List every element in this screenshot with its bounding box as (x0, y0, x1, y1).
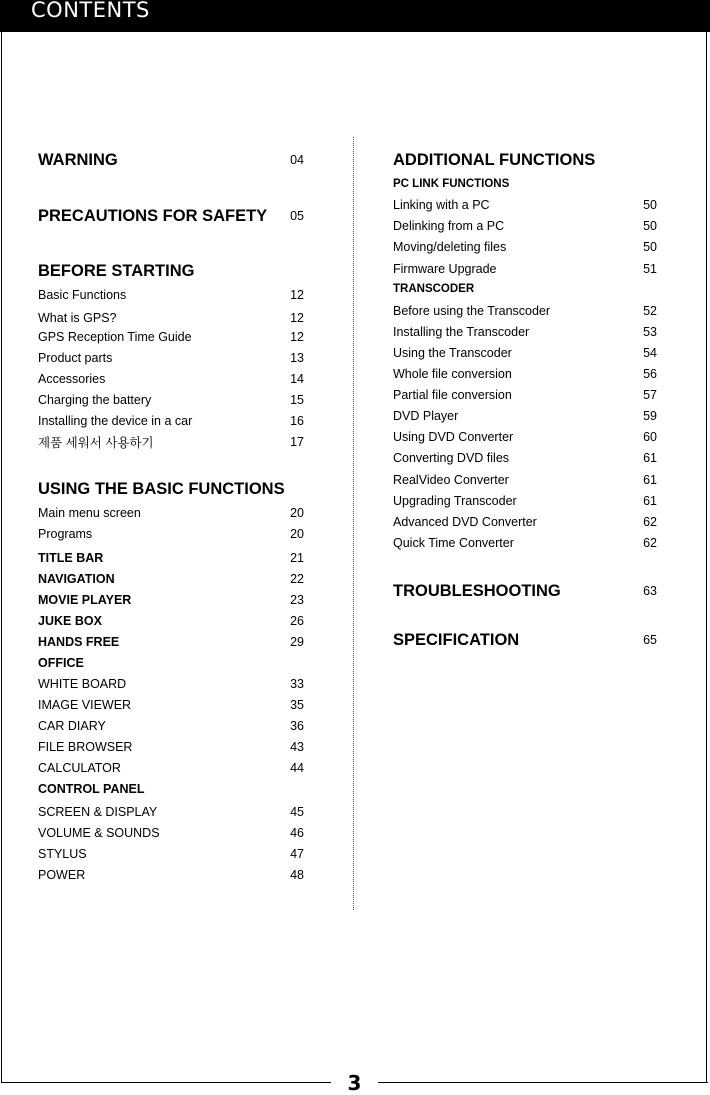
toc-entry-page: 12 (290, 330, 304, 344)
toc-entry[interactable] (393, 406, 657, 426)
toc-entry-page: 53 (643, 325, 657, 339)
toc-entry-page: 13 (290, 351, 304, 365)
toc-entry[interactable] (393, 385, 657, 405)
toc-entry[interactable] (393, 237, 657, 257)
toc-entry-page: 21 (290, 551, 304, 565)
toc-entry-page: 54 (643, 346, 657, 360)
toc-entry[interactable] (38, 411, 304, 431)
toc-entry[interactable] (38, 308, 304, 328)
toc-entry-label: Advanced DVD Converter (393, 515, 537, 529)
toc-entry-page: 20 (290, 506, 304, 520)
toc-entry-label: IMAGE VIEWER (38, 698, 132, 712)
toc-entry-page: 20 (290, 527, 304, 541)
toc-entry-page: 16 (290, 414, 304, 428)
toc-entry[interactable] (393, 259, 657, 279)
toc-entry[interactable] (38, 758, 304, 778)
toc-entry[interactable] (393, 491, 657, 511)
toc-entry-page: 61 (643, 451, 657, 465)
toc-entry-label: RealVideo Converter (393, 473, 509, 487)
toc-entry-label: GPS Reception Time Guide (38, 330, 192, 344)
toc-entry-troubleshooting[interactable] (393, 579, 657, 603)
toc-entry-page: 47 (290, 847, 304, 861)
toc-entry-page: 46 (290, 826, 304, 840)
toc-entry-page: 59 (643, 409, 657, 423)
toc-entry-label: HANDS FREE (38, 635, 120, 649)
toc-entry[interactable] (38, 844, 304, 864)
toc-entry-label: DVD Player (393, 409, 459, 423)
toc-entry[interactable] (38, 569, 304, 589)
toc-entry-page: 04 (290, 153, 304, 167)
toc-entry[interactable] (38, 653, 304, 673)
toc-entry[interactable] (393, 470, 657, 490)
toc-entry-label: Using DVD Converter (393, 430, 514, 444)
toc-entry-label: Installing the Transcoder (393, 325, 530, 339)
toc-entry[interactable] (393, 448, 657, 468)
toc-entry-page: 36 (290, 719, 304, 733)
toc-entry-precautions[interactable] (38, 204, 304, 228)
toc-entry-page: 52 (643, 304, 657, 318)
toc-entry-page: 23 (290, 593, 304, 607)
toc-entry-label: Whole file conversion (393, 367, 512, 381)
toc-entry[interactable] (38, 590, 304, 610)
toc-subsection-pc-link[interactable] (393, 174, 657, 194)
toc-entry-label: PRECAUTIONS FOR SAFETY (38, 206, 268, 225)
toc-subsection-label: TRANSCODER (393, 283, 475, 295)
toc-entry-label: SPECIFICATION (393, 630, 520, 649)
toc-entry-label: TITLE BAR (38, 551, 104, 565)
toc-section-label: BEFORE STARTING (38, 261, 195, 280)
toc-entry[interactable] (38, 348, 304, 368)
toc-entry-label: Delinking from a PC (393, 219, 505, 233)
toc-entry-label: Basic Functions (38, 288, 127, 302)
toc-entry[interactable] (393, 301, 657, 321)
toc-entry-label: Installing the device in a car (38, 414, 193, 428)
toc-entry-page: 57 (643, 388, 657, 402)
toc-section-additional-functions[interactable] (393, 148, 657, 172)
toc-entry-label: NAVIGATION (38, 572, 115, 586)
toc-entry-label: CAR DIARY (38, 719, 106, 733)
toc-entry-page: 35 (290, 698, 304, 712)
toc-entry[interactable] (38, 285, 304, 305)
toc-entry-page: 17 (290, 435, 304, 449)
toc-entry-page: 45 (290, 805, 304, 819)
toc-entry-label: STYLUS (38, 847, 87, 861)
toc-entry-label: FILE BROWSER (38, 740, 133, 754)
toc-entry[interactable] (38, 823, 304, 843)
toc-entry[interactable] (38, 432, 304, 452)
toc-entry[interactable] (38, 779, 304, 799)
toc-section-label: ADDITIONAL FUNCTIONS (393, 150, 596, 169)
toc-entry-page: 26 (290, 614, 304, 628)
toc-section-label: USING THE BASIC FUNCTIONS (38, 479, 285, 498)
toc-entry-label: OFFICE (38, 656, 84, 670)
toc-entry[interactable] (38, 802, 304, 822)
toc-entry[interactable] (38, 737, 304, 757)
toc-entry[interactable] (393, 195, 657, 215)
toc-entry-page: 44 (290, 761, 304, 775)
toc-entry[interactable] (393, 216, 657, 236)
toc-entry[interactable] (393, 343, 657, 363)
toc-entry-label: What is GPS? (38, 311, 117, 325)
toc-entry[interactable] (38, 524, 304, 544)
toc-entry-label: Programs (38, 527, 93, 541)
toc-entry-label: Partial file conversion (393, 388, 512, 402)
toc-entry-label: WARNING (38, 150, 118, 169)
toc-entry-label: 제품 세워서 사용하기 (38, 436, 154, 450)
toc-entry-page: 50 (643, 198, 657, 212)
toc-entry[interactable] (38, 548, 304, 568)
toc-entry-page: 51 (643, 262, 657, 276)
toc-entry[interactable] (38, 611, 304, 631)
toc-entry-page: 62 (643, 515, 657, 529)
toc-entry[interactable] (38, 865, 304, 885)
toc-entry-label: Main menu screen (38, 506, 141, 520)
toc-entry[interactable] (38, 716, 304, 736)
toc-entry-page: 33 (290, 677, 304, 691)
toc-entry-warning[interactable] (38, 148, 304, 172)
toc-entry-page: 22 (290, 572, 304, 586)
toc-entry-label: MOVIE PLAYER (38, 593, 132, 607)
toc-entry-page: 12 (290, 311, 304, 325)
toc-entry-label: Using the Transcoder (393, 346, 512, 360)
page-number: 3 (347, 1071, 362, 1095)
toc-entry-label: Moving/deleting files (393, 240, 507, 254)
toc-entry-label: CALCULATOR (38, 761, 121, 775)
toc-subsection-transcoder[interactable] (393, 279, 657, 299)
toc-entry-page: 14 (290, 372, 304, 386)
column-divider (353, 137, 354, 910)
toc-entry-page: 56 (643, 367, 657, 381)
toc-entry-page: 50 (643, 240, 657, 254)
toc-entry-label: TROUBLESHOOTING (393, 581, 561, 600)
toc-entry[interactable] (38, 369, 304, 389)
toc-entry-specification[interactable] (393, 628, 657, 652)
toc-entry-page: 61 (643, 473, 657, 487)
toc-entry-label: Charging the battery (38, 393, 152, 407)
toc-entry-label: CONTROL PANEL (38, 782, 145, 796)
toc-entry-page: 61 (643, 494, 657, 508)
toc-entry-label: SCREEN & DISPLAY (38, 805, 158, 819)
toc-entry-page: 63 (643, 584, 657, 598)
toc-entry-page: 62 (643, 536, 657, 550)
toc-entry-page: 60 (643, 430, 657, 444)
toc-entry-page: 43 (290, 740, 304, 754)
toc-entry[interactable] (393, 364, 657, 384)
footer-rule-left (1, 1082, 331, 1083)
toc-entry-label: POWER (38, 868, 86, 882)
toc-entry[interactable] (38, 695, 304, 715)
page-title: CONTENTS (31, 0, 150, 22)
toc-entry[interactable] (38, 674, 304, 694)
toc-entry-label: WHITE BOARD (38, 677, 127, 691)
toc-entry[interactable] (38, 327, 304, 347)
toc-entry[interactable] (38, 390, 304, 410)
toc-entry-page: 05 (290, 209, 304, 223)
toc-entry-page: 12 (290, 288, 304, 302)
toc-entry-label: Accessories (38, 372, 106, 386)
toc-entry-label: Converting DVD files (393, 451, 510, 465)
toc-entry[interactable] (393, 322, 657, 342)
toc-entry-page: 48 (290, 868, 304, 882)
toc-entry-page: 15 (290, 393, 304, 407)
toc-entry-page: 65 (643, 633, 657, 647)
header-bar (0, 0, 710, 32)
toc-entry-label: Product parts (38, 351, 113, 365)
toc-entry-label: VOLUME & SOUNDS (38, 826, 160, 840)
toc-entry-label: JUKE BOX (38, 614, 102, 628)
toc-entry[interactable] (393, 533, 657, 553)
toc-entry-label: Upgrading Transcoder (393, 494, 517, 508)
toc-entry-label: Linking with a PC (393, 198, 490, 212)
toc-entry[interactable] (393, 427, 657, 447)
toc-section-basic-functions[interactable] (38, 477, 304, 501)
toc-entry[interactable] (38, 503, 304, 523)
footer-rule-right (378, 1082, 708, 1083)
toc-entry-label: Quick Time Converter (393, 536, 514, 550)
toc-section-before-starting[interactable] (38, 259, 304, 283)
toc-entry-label: Firmware Upgrade (393, 262, 497, 276)
toc-entry[interactable] (38, 632, 304, 652)
toc-entry-label: Before using the Transcoder (393, 304, 551, 318)
toc-entry-page: 50 (643, 219, 657, 233)
toc-entry-page: 29 (290, 635, 304, 649)
toc-subsection-label: PC LINK FUNCTIONS (393, 178, 510, 190)
toc-entry[interactable] (393, 512, 657, 532)
